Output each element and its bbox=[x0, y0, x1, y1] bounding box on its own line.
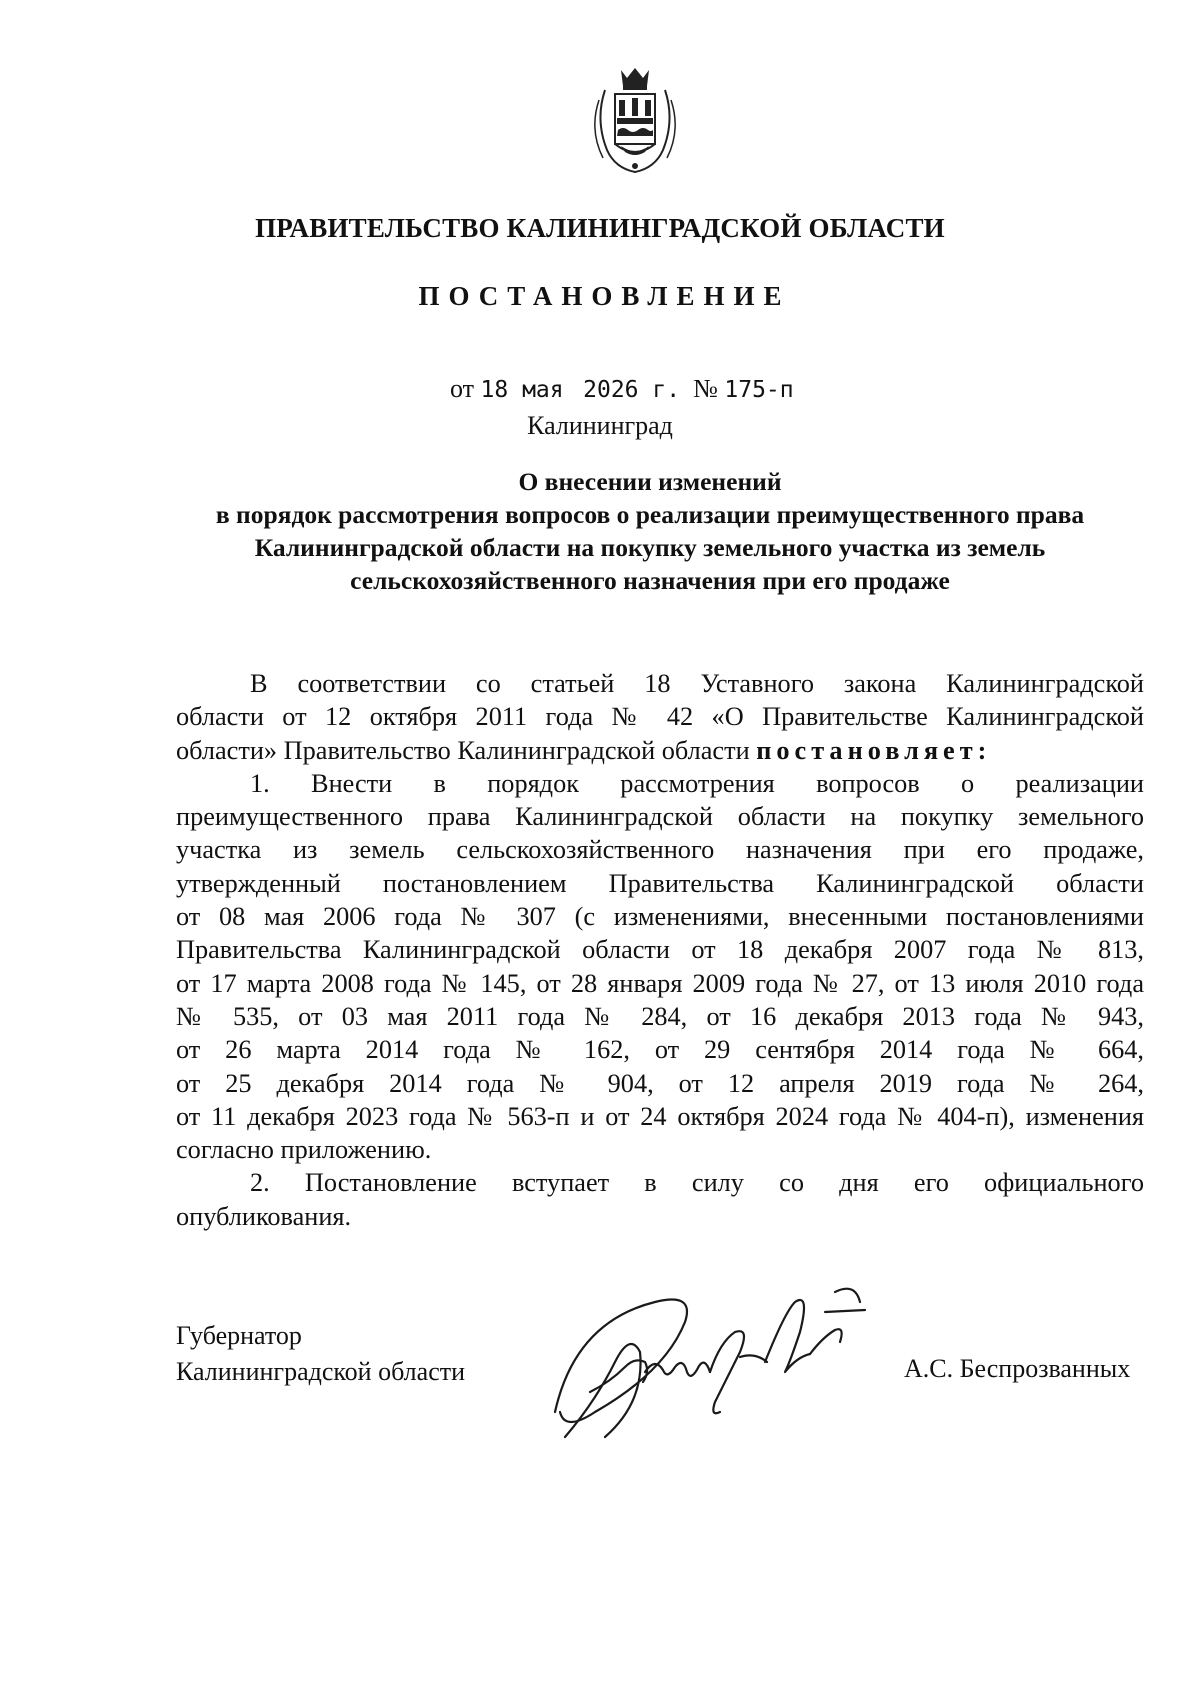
clause-1-line: от 25 декабря 2014 года № 904, от 12 апреля 2019 года № 264, bbox=[176, 1068, 1144, 1098]
clause-1-last-line: согласно приложению. bbox=[176, 1135, 432, 1165]
date-and-number-line bbox=[450, 374, 794, 404]
clause-1-line: преимущественного права Калининградской области на покупку земельного bbox=[176, 802, 1144, 832]
clause-1-line: Правительства Калининградской области от 18 декабря 2007 года № 813, bbox=[176, 935, 1144, 965]
preamble-line: области от 12 октября 2011 года № 42 «О Правительстве Калининградской bbox=[176, 702, 1144, 732]
preamble-text: области» Правительство Калининградской области bbox=[176, 735, 750, 765]
clause-2-last-line: опубликования. bbox=[176, 1201, 352, 1231]
date-year: 2026 г. bbox=[583, 377, 681, 403]
clause-1-line: № 535, от 03 мая 2011 года № 284, от 16 декабря 2013 года № 943, bbox=[176, 1001, 1144, 1031]
clause-1-line: участка из земель сельскохозяйственного назначения при его продаже, bbox=[176, 835, 1144, 865]
signatory-title bbox=[176, 1318, 465, 1390]
decree-number: 175-п bbox=[724, 377, 794, 403]
city-of-issue: Калининград bbox=[527, 411, 673, 440]
subject-line: О внесении изменений bbox=[518, 467, 782, 496]
subject-line: сельскохозяйственного назначения при его продаже bbox=[350, 566, 950, 595]
clause-1-line: утвержденный постановлением Правительства Калининградской области bbox=[176, 868, 1144, 898]
clause-1-line: от 11 декабря 2023 года № 563-п и от 24 октября 2024 года № 404-п), изменения bbox=[176, 1101, 1144, 1131]
date-day-month: 18 мая bbox=[480, 377, 564, 403]
clause-2-line: 2. Постановление вступает в силу со дня его официального bbox=[250, 1168, 1144, 1198]
clause-1-line: 1. Внести в порядок рассмотрения вопросов о реализации bbox=[250, 768, 1144, 798]
signatory-name: А.С. Беспрозванных bbox=[904, 1354, 1131, 1383]
document-type-title: ПОСТАНОВЛЕНИЕ bbox=[418, 281, 791, 311]
clause-1-line: от 08 мая 2006 года № 307 (с изменениями, внесенными постановлениями bbox=[176, 902, 1144, 932]
decree-body bbox=[176, 667, 1144, 1233]
preamble-last-line bbox=[176, 734, 1144, 767]
date-prefix: от bbox=[450, 374, 475, 403]
decree-subject-title bbox=[170, 465, 1130, 597]
signature-icon bbox=[535, 1262, 935, 1462]
subject-line: Калининградской области на покупку земельного участка из земель bbox=[254, 533, 1046, 562]
signatory-position: Губернатор bbox=[176, 1321, 302, 1350]
coat-of-arms-icon bbox=[585, 60, 685, 178]
issuing-authority: ПРАВИТЕЛЬСТВО КАЛИНИНГРАДСКОЙ ОБЛАСТИ bbox=[255, 213, 945, 243]
handwritten-signature bbox=[535, 1262, 935, 1462]
clause-1-line: от 26 марта 2014 года № 162, от 29 сентября 2014 года № 664, bbox=[176, 1035, 1144, 1065]
coat-of-arms-emblem bbox=[585, 60, 685, 178]
preamble-line: В соответствии со статьей 18 Уставного закона Калининградской bbox=[250, 669, 1144, 698]
signatory-region: Калининградской области bbox=[176, 1357, 466, 1386]
clause-1-line: от 17 марта 2008 года № 145, от 28 января 2009 года № 27, от 13 июля 2010 года bbox=[176, 968, 1144, 998]
number-sign: № bbox=[693, 374, 718, 403]
subject-line: в порядок рассмотрения вопросов о реализации преимущественного права bbox=[215, 500, 1085, 529]
resolves-word: постановляет: bbox=[756, 735, 992, 765]
